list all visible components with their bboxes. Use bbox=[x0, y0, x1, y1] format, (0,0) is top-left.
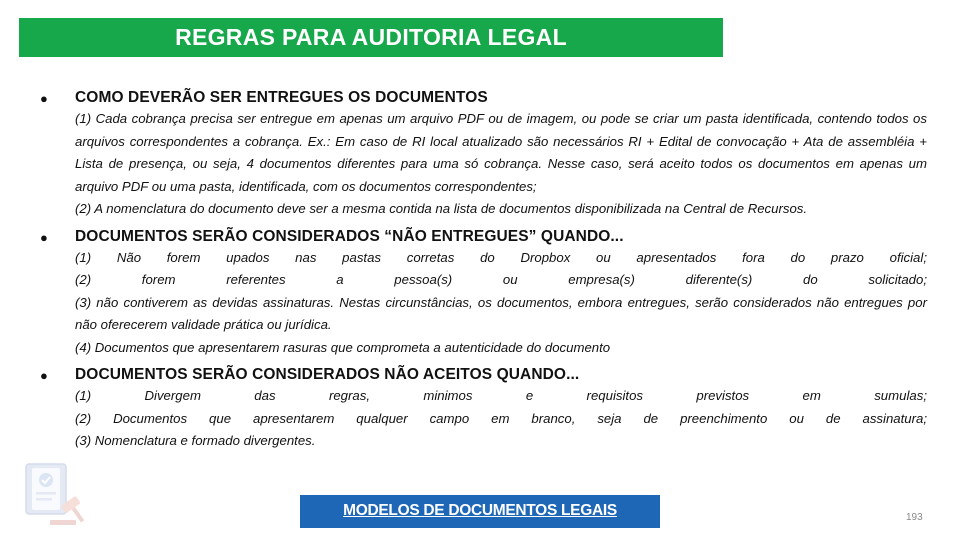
bullet-icon: ● bbox=[40, 368, 48, 383]
section-not-accepted bbox=[40, 365, 927, 453]
section-body bbox=[75, 108, 927, 221]
rule-line: (1) Não forem upados nas pastas corretas do Dropbox ou apresentados fora do prazo oficial; bbox=[75, 249, 927, 265]
document-checklist-gavel-icon bbox=[20, 460, 90, 530]
section-heading: DOCUMENTOS SERÃO CONSIDERADOS NÃO ACEITOS QUANDO... bbox=[75, 366, 580, 383]
section-heading: DOCUMENTOS SERÃO CONSIDERADOS “NÃO ENTREGUES” QUANDO... bbox=[75, 227, 624, 245]
bullet-icon: ● bbox=[40, 229, 48, 245]
rule-line: (2) A nomenclatura do documento deve ser a mesma contida na lista de documentos disponibilizada na Central de Recursos. bbox=[75, 201, 808, 216]
section-not-delivered bbox=[40, 227, 927, 360]
rule-line: (2) Documentos que apresentarem qualquer campo em branco, seja de preenchimento ou de assinatura; bbox=[75, 410, 927, 426]
section-heading: COMO DEVERÃO SER ENTREGUES OS DOCUMENTOS bbox=[75, 89, 488, 106]
rule-line: (1) Divergem das regras, minimos e requisitos previstos em sumulas; bbox=[75, 388, 927, 403]
legal-document-templates-link[interactable]: MODELOS DE DOCUMENTOS LEGAIS bbox=[343, 502, 617, 519]
rule-line: (2) forem referentes a pessoa(s) ou empresa(s) diferente(s) do solicitado; bbox=[75, 272, 927, 287]
bullet-icon: ● bbox=[40, 91, 48, 106]
rule-line: (4) Documentos que apresentarem rasuras que comprometa a autenticidade do documento bbox=[75, 339, 611, 355]
rule-line: (1) Cada cobrança precisa ser entregue em apenas um arquivo PDF ou de imagem, ou pode se criar um pasta identificada, contendo todos os arquivos correspondentes a cobrança. Ex.: Em caso de RI local atualizado são necessários RI + Edital de convocação + Ata de assembléia + Lista de presença, ou seja, 4 documentos diferentes para uma só cobrança. Nesse caso, será aceito todos os documentos em apenas um arquivo PDF ou uma pasta, identificada, com os documentos correspondentes; bbox=[75, 111, 927, 194]
rule-line: (3) não contiverem as devidas assinaturas. Nestas circunstâncias, os documentos, embora entregues, serão considerados não entregues por não oferecerem validade prática ou jurídica. bbox=[75, 294, 927, 332]
legal-document-templates-button[interactable] bbox=[300, 495, 660, 528]
page-title: REGRAS PARA AUDITORIA LEGAL bbox=[175, 24, 567, 50]
section-body bbox=[75, 385, 927, 453]
rules-content bbox=[40, 88, 927, 459]
section-delivery-rules bbox=[40, 88, 927, 221]
page-number: 193 bbox=[906, 512, 923, 523]
section-body bbox=[75, 247, 927, 360]
rule-line: (3) Nomenclatura e formado divergentes. bbox=[75, 433, 316, 448]
title-banner bbox=[19, 18, 723, 57]
